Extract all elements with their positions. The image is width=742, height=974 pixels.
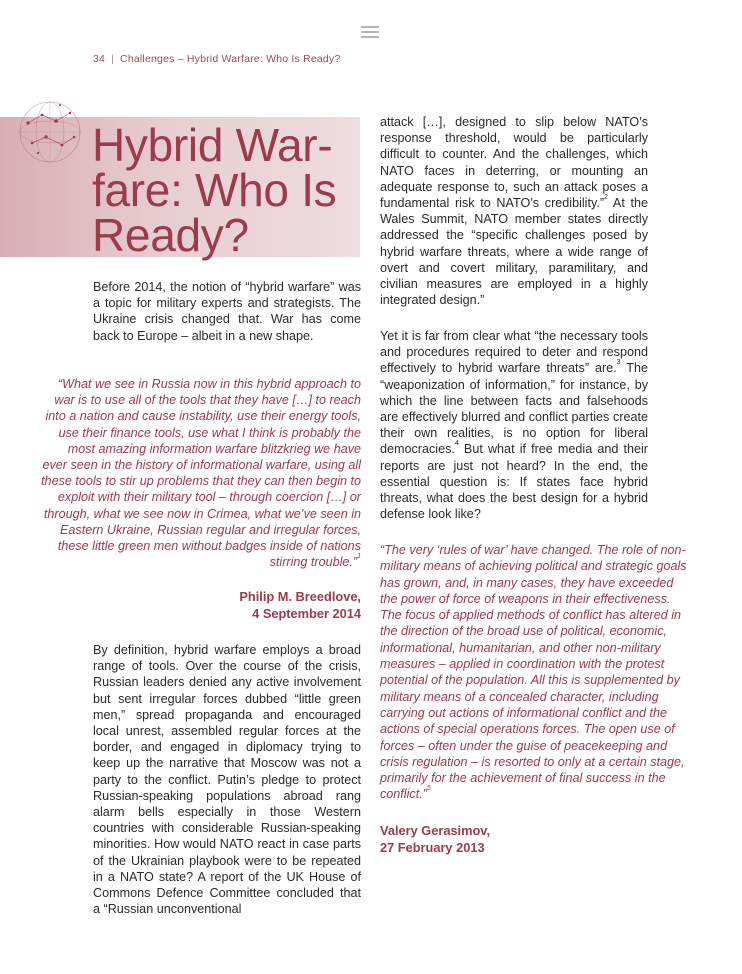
footnote-ref: 4 xyxy=(454,440,459,448)
quote-text: “What we see in Russia now in this hybrid approach to war is to use all of the tools that they have […] to reach into a nation and cause instability, use their energy tools, use their finance tools, use what I think is probably the most amazing information warfare blitzkrieg we have ever seen in the history of informational warfare, using all these tools to stir up problems that they can then begin to exploit with their military tool – through coercion […] or through, what we see now in Crimea, what we’ve seen in Eastern Ukraine, Russian regular and irregular forces, these little green men without badges inside of nations stirring trouble.” xyxy=(41,377,361,570)
quote-text: “The very ‘rules of war’ have changed. The role of non-military means of achieving political and strategic goals has grown, and, in many cases, they have exceeded the power of force of weapons in their effectiveness. The focus of applied methods of conflict has altered in the direction of the broad use of political, economic, informational, humanitarian, and other non-military measures – applied in coordination with the protest potential of the population. All this is supplemented by military means of a concealed character, including carrying out actions of informational conflict and the actions of special operations forces. The open use of forces – often under the guise of peacekeeping and crisis regulation – is resorted to only at a certain stage, primarily for the achievement of final success in the conflict.” xyxy=(380,543,687,802)
body-paragraph-right-1 xyxy=(380,114,648,308)
quote-date: 4 September 2014 xyxy=(252,605,361,621)
pull-quote-gerasimov xyxy=(380,542,690,803)
intro-text: Before 2014, the notion of “hybrid warfare” was a topic for military experts and strategists. The Ukraine crisis changed that. War has come back to Europe – albeit in a new shape. xyxy=(93,280,361,343)
quote-author: Valery Gerasimov, xyxy=(380,823,491,838)
quote-date: 27 February 2013 xyxy=(380,839,485,855)
body-paragraph-left xyxy=(93,642,361,917)
footnote-ref: 5 xyxy=(426,785,431,793)
section-title: Challenges – Hybrid Warfare: Who Is Ready? xyxy=(120,53,341,65)
article-title: Hybrid War-fare: Who Is Ready? xyxy=(92,119,337,261)
quote-attribution-breedlove xyxy=(239,589,361,622)
body-text: Yet it is far from clear what “the necessary tools and procedures required to deter and respond effectively to hybrid warfare threats” are. xyxy=(380,329,648,376)
body-text: attack […], designed to slip below NATO’s response threshold, would be particularly difficult to counter. And the challenges, which NATO faces in deterring, or mounting an adequate response to, such an attack poses a fundamental risk to NATO’s credibility.” xyxy=(380,115,648,211)
quote-attribution-gerasimov xyxy=(380,823,490,856)
hamburger-menu-icon[interactable] xyxy=(361,26,379,39)
footnote-ref: 1 xyxy=(357,553,361,561)
body-paragraph-right-2 xyxy=(380,328,648,522)
header-separator: | xyxy=(111,53,115,65)
body-text: But what if free media and their reports are just not heard? In the end, the essential question is: If states face hybrid threats, what does the best design for a hybrid defense look like? xyxy=(380,442,648,522)
footnote-ref: 2 xyxy=(604,194,608,202)
body-text: At the Wales Summit, NATO member states directly addressed the “specific challenges posed by hybrid warfare threats, where a wide range of overt and covert military, paramilitary, and civilian measures are employed in a highly integrated design.” xyxy=(380,196,648,308)
globe-network-icon xyxy=(10,93,90,171)
pull-quote-breedlove xyxy=(40,376,361,570)
page-number: 34 xyxy=(93,53,106,65)
quote-author: Philip M. Breedlove, xyxy=(239,589,361,604)
running-header xyxy=(93,53,340,65)
footnote-ref: 3 xyxy=(616,359,621,367)
body-text: The “weaponization of information,” for instance, by which the line between facts and falsehoods are effectively blurred and conflict parties create their own realities, is no option for liberal democracies. xyxy=(380,361,648,457)
intro-paragraph xyxy=(93,279,361,344)
body-text: By definition, hybrid warfare employs a broad range of tools. Over the course of the crisis, Russian leaders denied any active involvement but sent irregular forces dubbed “little green men,” spread propaganda and encouraged local unrest, assembled regular forces at the border, and engaged in diplomacy trying to keep up the narrative that Moscow was not a party to the conflict. Putin’s pledge to protect Russian-speaking populations abroad rang alarm bells especially in those Western countries with considerable Russian-speaking minorities. How would NATO react in case parts of the Ukrainian playbook were to be repeated in a NATO state? A report of the UK House of Commons Defence Committee concluded that a “Russian unconventional xyxy=(93,643,361,917)
